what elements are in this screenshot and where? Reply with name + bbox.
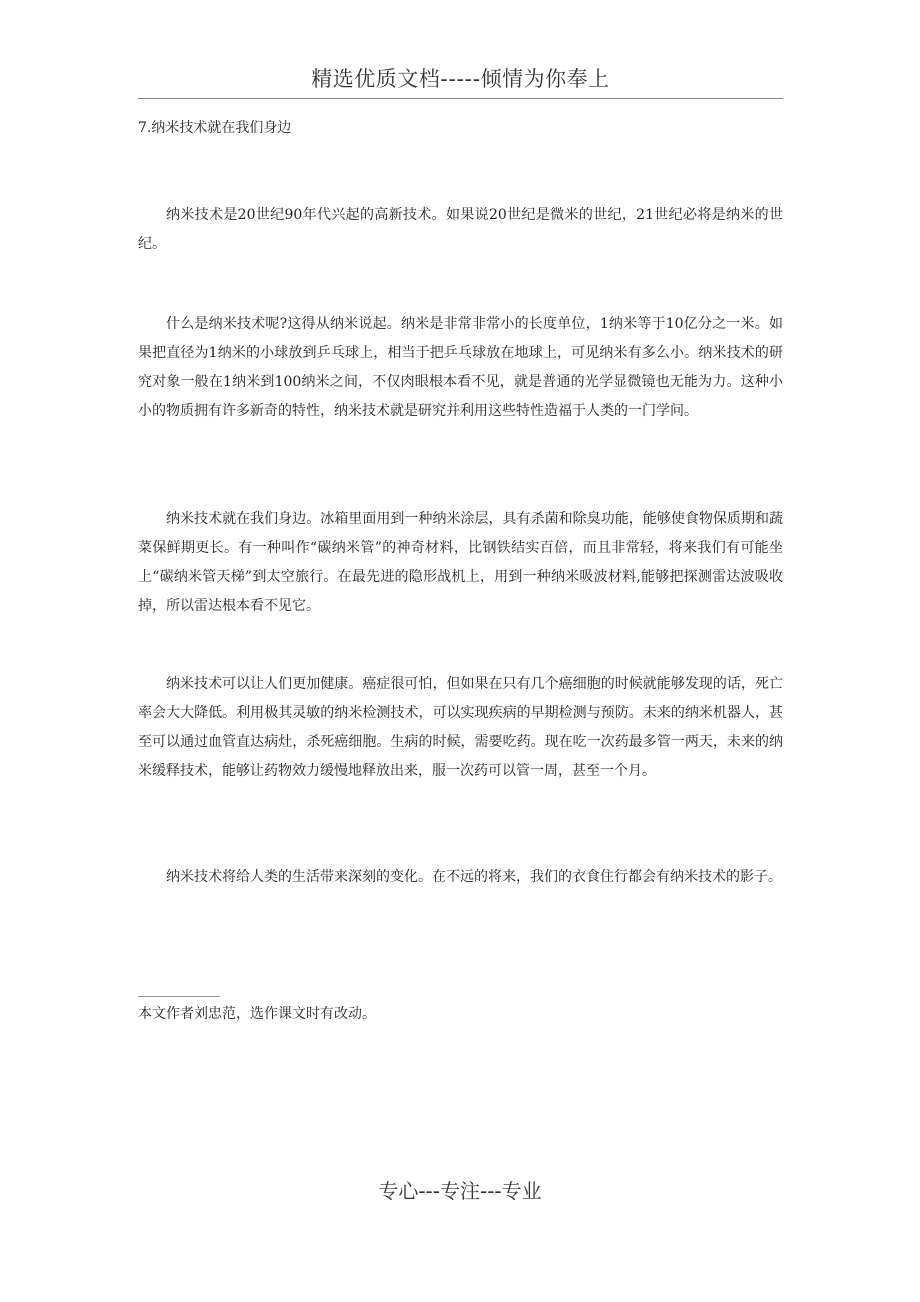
footnote: 本文作者刘忠范，选作课文时有改动。 (138, 1006, 376, 1022)
paragraph-3: 纳米技术就在我们身边。冰箱里面用到一种纳米涂层，具有杀菌和除臭功能，能够使食物保质期和蔬菜保鲜期更长。有一种叫作“碳纳米管”的神奇材料，比钢铁结实百倍，而且非常轻，将来我们有可能坐上“碳纳米管天梯”到太空旅行。在最先进的隐形战机上，用到一种纳米吸波材料,能够把探测雷达波吸收掉，所以雷达根本看不见它。 (138, 511, 783, 614)
paragraph-5: 纳米技术将给人类的生活带来深刻的变化。在不远的将来，我们的衣食住行都会有纳米技术的影子。 (166, 869, 782, 885)
paragraph-4: 纳米技术可以让人们更加健康。癌症很可怕，但如果在只有几个癌细胞的时候就能够发现的话，死亡率会大大降低。利用极其灵敏的纳米检测技术，可以实现疾病的早期检测与预防。未来的纳米机器人，甚至可以通过血管直达病灶，杀死癌细胞。生病的时候，需要吃药。现在吃一次药最多管一两天，未来的纳米缓释技术，能够让药物效力缓慢地释放出来，服一次药可以管一周，甚至一个月。 (138, 676, 783, 779)
document-title: 7.纳米技术就在我们身边 (138, 120, 292, 136)
page-header (138, 60, 783, 99)
header-text: 精选优质文档-----倾情为你奉上 (311, 67, 610, 91)
footnote-divider (138, 996, 220, 997)
page-footer: 专心---专注---专业 (378, 1179, 542, 1203)
paragraph-2: 什么是纳米技术呢?这得从纳米说起。纳米是非常非常小的长度单位，1纳米等于10亿分之一米。如果把直径为1纳米的小球放到乒乓球上，相当于把乒乓球放在地球上，可见纳米有多么小。纳米技术的研究对象一般在1纳米到100纳米之间，不仅肉眼根本看不见，就是普通的光学显微镜也无能为力。这种小小的物质拥有许多新奇的特性，纳米技术就是研究并利用这些特性造福于人类的一门学问。 (138, 316, 783, 419)
paragraph-1: 纳米技术是20世纪90年代兴起的高新技术。如果说20世纪是微米的世纪，21世纪必将是纳米的世纪。 (138, 207, 783, 252)
